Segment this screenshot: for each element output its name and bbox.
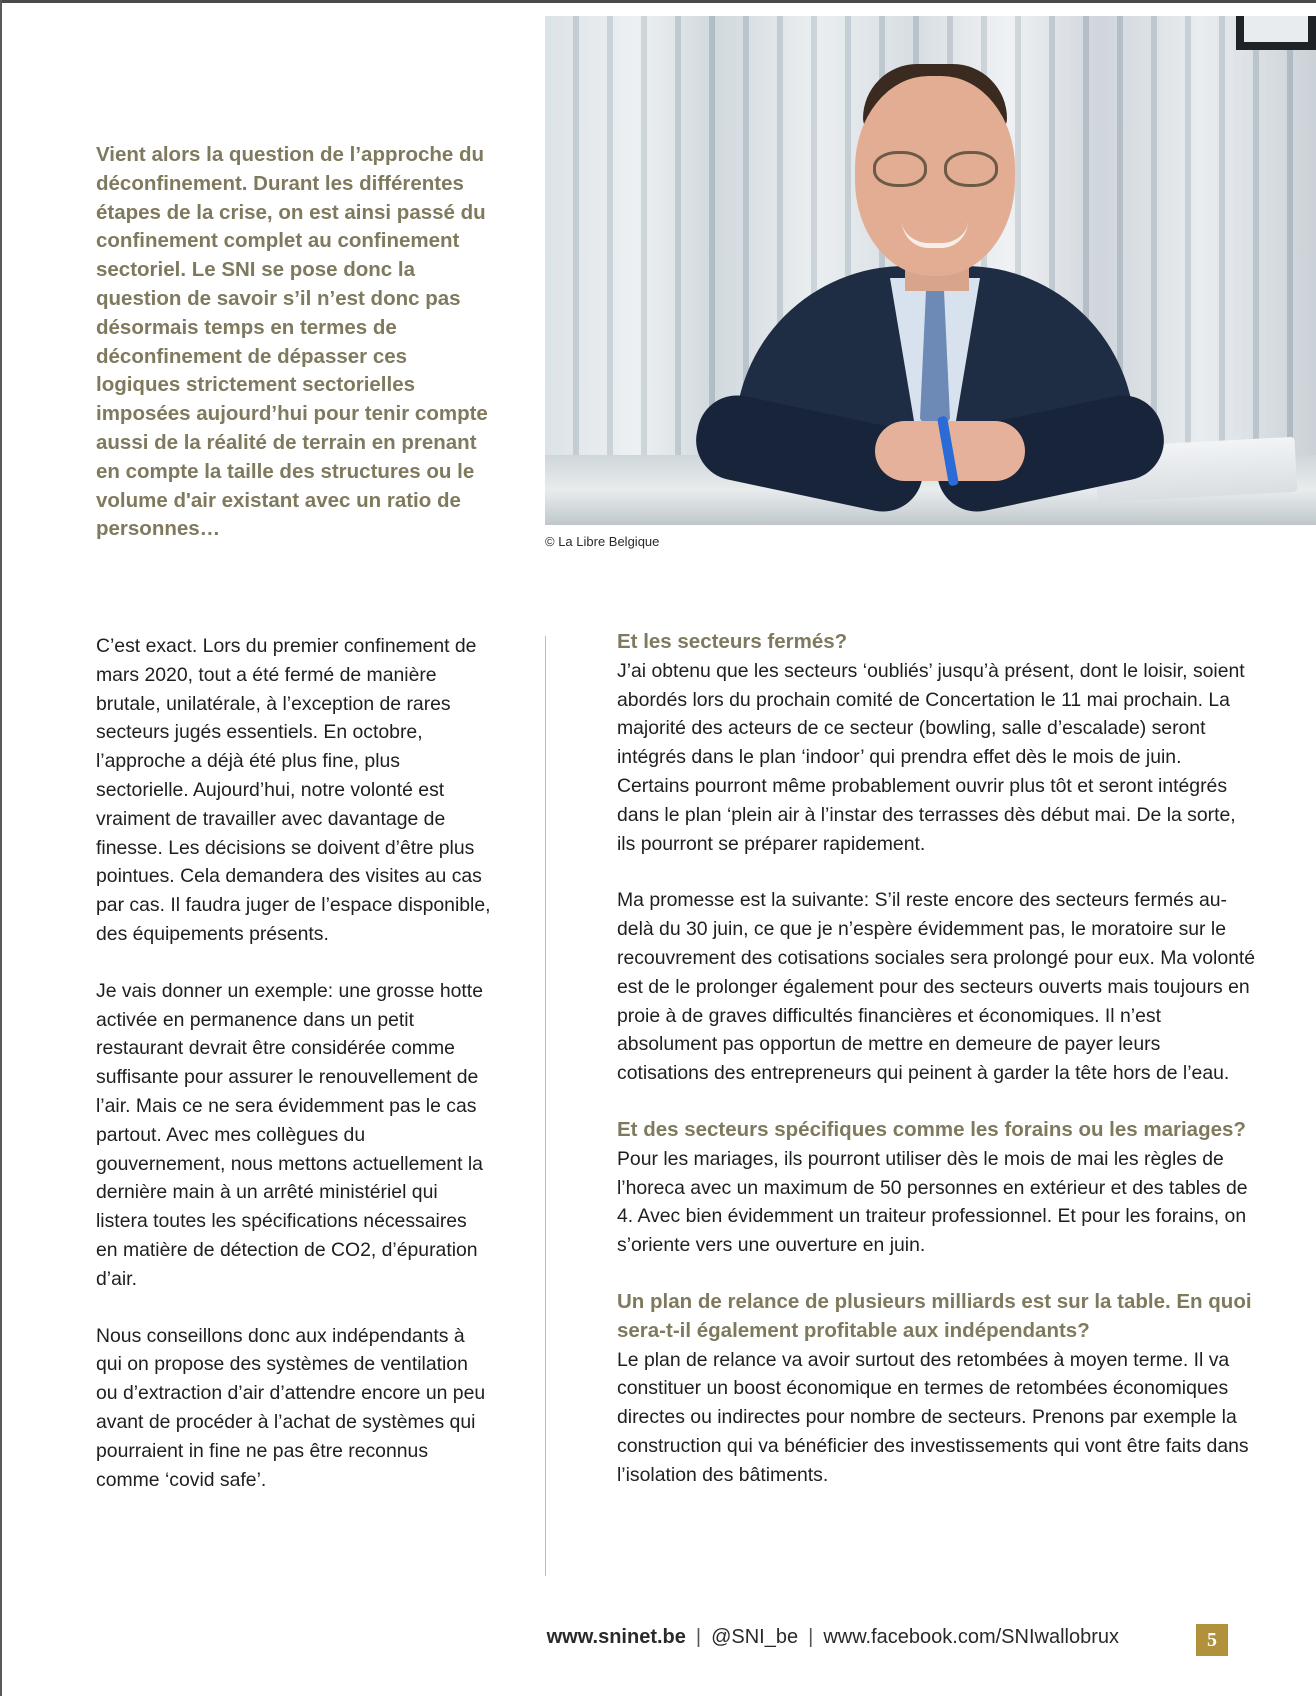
photo-caption: © La Libre Belgique <box>545 534 660 549</box>
left-paragraph: Je vais donner un exemple: une grosse hotte activée en permanence dans un petit restaurant devrait être considérée comme suffisante pour assurer le renouvellement de l’air. Mais ce ne sera évidemment pas le cas partout. Avec mes collègues du gouvernement, nous mettons actuellement la dernière main à un arrêté ministériel qui listera toutes les spécifications nécessaires en matière de détection de CO2, d’épuration d’air. <box>96 979 483 1290</box>
column-divider <box>545 636 546 1576</box>
left-paragraph: Nous conseillons donc aux indépendants à qui on propose des systèmes de ventilation ou d’extraction d’air d’attendre encore un peu avant de procéder à l’achat de systèmes qui pourraient in fine ne pas être reconnus comme ‘covid safe’. <box>96 1324 486 1491</box>
twitter-handle[interactable]: @SNI_be <box>711 1626 799 1648</box>
glasses <box>873 151 998 183</box>
picture-frame <box>1236 16 1316 50</box>
left-paragraph: C’est exact. Lors du premier confinement de mars 2020, tout a été fermé de manière brutale, unilatérale, à l’exception de rares secteurs jugés essentiels. En octobre, l’approche a déjà été plus fine, plus sectorielle. Aujourd’hui, notre volonté est vraiment de travailler avec davantage de finesse. Les décisions se doivent d’être plus pointues. Cela demandera des visites au cas par cas. Il faudra juger de l’espace disponible, des équipements présents. <box>96 635 491 945</box>
page-number-badge: 5 <box>1196 1624 1228 1656</box>
website-link[interactable]: www.sninet.be <box>546 1626 686 1648</box>
question-heading: Et des secteurs spécifiques comme les forains ou les mariages? <box>617 1117 1246 1141</box>
footer <box>547 1626 1119 1649</box>
portrait-photo <box>545 16 1316 525</box>
intro-question: Vient alors la question de l’approche du déconfinement. Durant les différentes étapes de la crise, on est ainsi passé du confinement complet au confinement sectoriel. Le SNI se pose donc la question de savoir s’il n’est donc pas désormais temps en termes de déconfinement de dépasser ces logiques strictement sectorielles imposées aujourd’hui pour tenir compte aussi de la réalité de terrain en prenant en compte la taille des structures ou le volume d'air existant avec un ratio de personnes… <box>96 143 488 541</box>
facebook-link[interactable]: www.facebook.com/SNIwallobrux <box>823 1626 1119 1648</box>
left-column <box>96 632 491 1522</box>
answer-paragraph: J’ai obtenu que les secteurs ‘oubliés’ jusqu’à présent, dont le loisir, soient abordés lors du prochain comité de Concertation le 11 mai prochain. La majorité des acteurs de ce secteur (bowling, salle d’escalade) seront intégrés dans le plan ‘indoor’ qui prendra effet dès le mois de juin. Certains pourront même probablement ouvrir plus tôt et seront intégrés dans le plan ‘plein air à l’instar des terrasses dès début mai. De la sorte, ils pourront se préparer rapidement. <box>617 659 1245 855</box>
separator: | <box>808 1626 814 1648</box>
top-border <box>0 0 1316 3</box>
separator: | <box>695 1626 702 1648</box>
answer-paragraph: Pour les mariages, ils pourront utiliser dès le mois de mai les règles de l’horeca avec un maximum de 50 personnes en extérieur et des tables de 4. Avec bien évidemment un traiteur professionnel. Et pour les forains, on s’oriente vers une ouverture en juin. <box>617 1147 1248 1257</box>
answer-paragraph: Le plan de relance va avoir surtout des retombées à moyen terme. Il va constituer un boost économique en termes de retombées économiques directes ou indirectes pour nombre de secteurs. Prenons par exemple la construction qui va bénéficier des investissements qui vont être faits dans l’isolation des bâtiments. <box>617 1348 1249 1486</box>
answer-paragraph: Ma promesse est la suivante: S’il reste encore des secteurs fermés au-delà du 30 juin, ce que je n’espère évidemment pas, le moratoire sur le recouvrement des cotisations sociales sera prolongé pour eux. Ma volonté est de le prolonger également pour des secteurs ouverts mais toujours en proie à de graves difficultés financières et économiques. Il n’est absolument pas opportun de mettre en demeure de payer leurs cotisations des entrepreneurs qui peinent à garder la tête hors de l’eau. <box>617 889 1256 1085</box>
left-border <box>0 0 2 1696</box>
right-column <box>617 628 1257 1518</box>
question-heading: Un plan de relance de plusieurs milliards est sur la table. En quoi sera-t-il également profitable aux indépendants? <box>617 1289 1252 1342</box>
question-heading: Et les secteurs fermés? <box>617 630 848 653</box>
